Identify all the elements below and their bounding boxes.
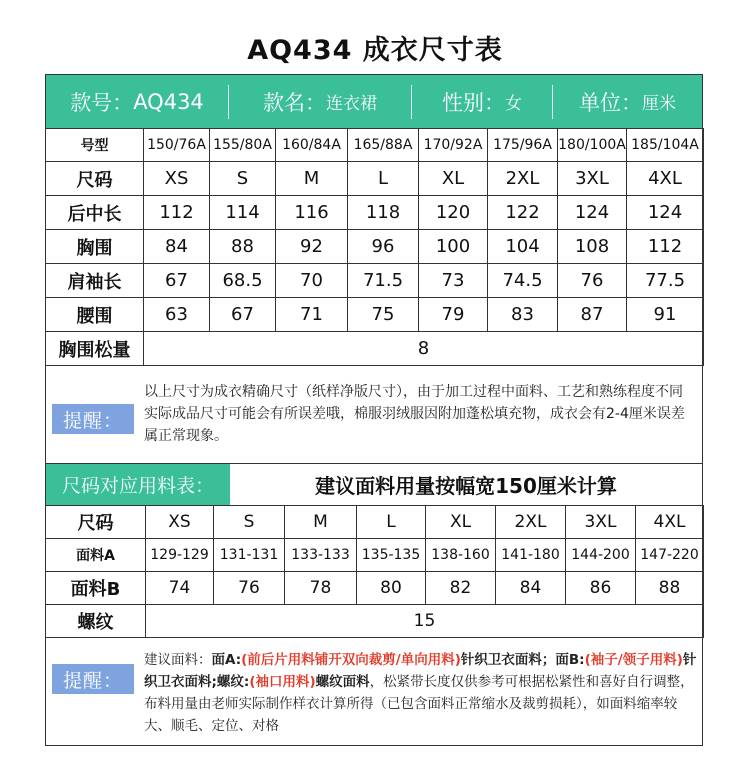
- table-cell: 78: [285, 572, 357, 605]
- table-cell: M: [285, 506, 357, 539]
- table-cell: 84: [144, 230, 210, 264]
- table-cell: 67: [210, 298, 276, 332]
- table-cell: 133-133: [285, 539, 357, 572]
- table-cell: 76: [214, 572, 285, 605]
- unit-label: 单位：: [579, 90, 642, 115]
- table-cell: 92: [276, 230, 348, 264]
- unit-value: 厘米: [642, 94, 676, 114]
- table-cell: 3XL: [558, 162, 627, 196]
- table-cell: 122: [488, 196, 558, 230]
- style-name-label: 款名：: [263, 90, 326, 115]
- note-highlight: (袖口用料): [249, 674, 316, 690]
- table-cell: 131-131: [214, 539, 285, 572]
- page-title: AQ434 成衣尺寸表: [247, 35, 503, 66]
- row-label: 号型: [46, 129, 144, 162]
- table-cell: 112: [144, 196, 210, 230]
- table-cell: 112: [627, 230, 704, 264]
- table-cell: 4XL: [627, 162, 704, 196]
- rib-label: 螺纹: [46, 605, 146, 638]
- gender-label: 性别：: [442, 90, 505, 115]
- table-cell: 74: [146, 572, 214, 605]
- fabric-section-header: [45, 463, 703, 505]
- note-text: 面A:: [211, 652, 242, 668]
- table-cell: 70: [276, 264, 348, 298]
- table-row: [46, 162, 704, 196]
- style-name-value: 连衣裙: [326, 94, 377, 114]
- table-cell: 86: [566, 572, 636, 605]
- table-cell: XL: [419, 162, 488, 196]
- unit: [553, 75, 702, 128]
- fabric-width-note: 建议面料用量按幅宽150厘米计算: [315, 474, 617, 498]
- table-cell: XS: [146, 506, 214, 539]
- table-cell: 118: [348, 196, 419, 230]
- table-cell: 124: [558, 196, 627, 230]
- table-cell: 88: [210, 230, 276, 264]
- gender-value: 女: [505, 94, 522, 114]
- table-cell: 2XL: [488, 162, 558, 196]
- reminder-tag: 提醒：: [52, 404, 134, 434]
- ease-label: 胸围松量: [46, 332, 144, 366]
- table-cell: 108: [558, 230, 627, 264]
- table-cell: 150/76A: [144, 129, 210, 162]
- row-label: 面料A: [46, 539, 146, 572]
- table-cell: XS: [144, 162, 210, 196]
- table-cell: 68.5: [210, 264, 276, 298]
- divider: [411, 85, 412, 119]
- table-cell: 4XL: [636, 506, 704, 539]
- size-table: [45, 128, 704, 366]
- table-cell: 144-200: [566, 539, 636, 572]
- table-cell: 71.5: [348, 264, 419, 298]
- gender: [412, 75, 552, 128]
- row-label: 肩袖长: [46, 264, 144, 298]
- table-cell: M: [276, 162, 348, 196]
- style-number-value: AQ434: [133, 89, 204, 114]
- table-cell: L: [348, 162, 419, 196]
- rib-value: 15: [146, 605, 704, 638]
- table-cell: 170/92A: [419, 129, 488, 162]
- table-cell: 3XL: [566, 506, 636, 539]
- table-cell: 77.5: [627, 264, 704, 298]
- fabric-table: [45, 505, 704, 638]
- divider: [552, 85, 553, 119]
- table-cell: 100: [419, 230, 488, 264]
- table-cell: 91: [627, 298, 704, 332]
- table-cell: 138-160: [426, 539, 496, 572]
- table-cell: 2XL: [496, 506, 566, 539]
- table-row: [46, 572, 704, 605]
- reminder-tag: 提醒：: [52, 664, 134, 694]
- note-text: ，松紧带长度仅供参考可根据松紧性和喜好自行调整，布料用量由老师实际制作样衣计算所得（已包含面料正常缩水及裁剪损耗），如面料缩率较大、顺毛、定位、对格: [144, 674, 694, 734]
- table-cell: 185/104A: [627, 129, 704, 162]
- table-cell: S: [210, 162, 276, 196]
- table-cell: 80: [357, 572, 426, 605]
- note-highlight: (袖子/领子用料): [584, 652, 683, 668]
- table-cell: 120: [419, 196, 488, 230]
- note-text: 螺纹面料: [315, 674, 370, 690]
- table-cell: 79: [419, 298, 488, 332]
- row-label: 腰围: [46, 298, 144, 332]
- row-label: 尺码: [46, 162, 144, 196]
- table-cell: 88: [636, 572, 704, 605]
- table-cell: 96: [348, 230, 419, 264]
- table-cell: 124: [627, 196, 704, 230]
- table-row: [46, 539, 704, 572]
- table-cell: 76: [558, 264, 627, 298]
- row-label: 胸围: [46, 230, 144, 264]
- table-cell: 129-129: [146, 539, 214, 572]
- row-label: 面料B: [46, 572, 146, 605]
- table-row: [46, 129, 704, 162]
- table-cell: 73: [419, 264, 488, 298]
- product-info-bar: [46, 75, 702, 128]
- table-cell: 75: [348, 298, 419, 332]
- style-name: [229, 75, 411, 128]
- table-row: [46, 196, 704, 230]
- note-text: 针织卫衣面料;螺纹:: [144, 652, 697, 690]
- table-cell: 87: [558, 298, 627, 332]
- table-cell: 135-135: [357, 539, 426, 572]
- table-cell: 147-220: [636, 539, 704, 572]
- table-row: [46, 298, 704, 332]
- table-cell: 116: [276, 196, 348, 230]
- divider: [228, 85, 229, 119]
- table-cell: 83: [488, 298, 558, 332]
- table-cell: 84: [496, 572, 566, 605]
- table-row: [46, 506, 704, 539]
- note-text: 针织卫衣面料；面B:: [460, 652, 585, 668]
- fabric-section-title: 尺码对应用料表：: [46, 464, 230, 505]
- table-cell: S: [214, 506, 285, 539]
- table-cell: 141-180: [496, 539, 566, 572]
- table-cell: 104: [488, 230, 558, 264]
- row-label: 后中长: [46, 196, 144, 230]
- table-cell: 155/80A: [210, 129, 276, 162]
- table-row: [46, 230, 704, 264]
- table-cell: 160/84A: [276, 129, 348, 162]
- size-note-text: 以上尺寸为成衣精确尺寸（纸样净版尺寸），由于加工过程中面料、工艺和熟练程度不同实际成品尺寸可能会有所误差哦，棉服羽绒服因附加蓬松填充物，成衣会有2-4厘米误差属正常现象。: [144, 384, 685, 444]
- table-cell: 71: [276, 298, 348, 332]
- note-highlight: (前后片用料铺开双向裁剪/单向用料): [241, 652, 461, 668]
- ease-row: [46, 332, 704, 366]
- style-number-label: 款号：: [70, 90, 134, 115]
- table-cell: 180/100A: [558, 129, 627, 162]
- table-cell: L: [357, 506, 426, 539]
- table-row: [46, 264, 704, 298]
- table-cell: 175/96A: [488, 129, 558, 162]
- table-cell: 82: [426, 572, 496, 605]
- table-cell: 67: [144, 264, 210, 298]
- table-cell: 63: [144, 298, 210, 332]
- table-cell: 114: [210, 196, 276, 230]
- table-cell: XL: [426, 506, 496, 539]
- table-cell: 74.5: [488, 264, 558, 298]
- table-cell: 165/88A: [348, 129, 419, 162]
- note-text: 建议面料：: [144, 652, 212, 668]
- row-label: 尺码: [46, 506, 146, 539]
- style-number: [46, 75, 228, 128]
- rib-row: [46, 605, 704, 638]
- fabric-note-text: [144, 649, 700, 737]
- ease-value: 8: [144, 332, 704, 366]
